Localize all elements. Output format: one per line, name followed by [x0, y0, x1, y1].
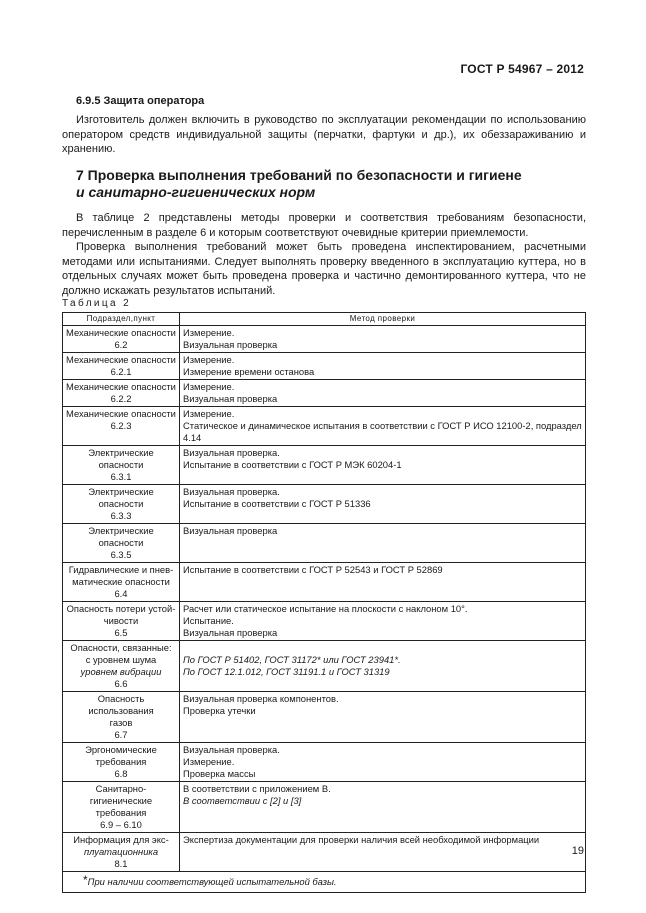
subsection-line: Механические опасности [66, 408, 176, 419]
method-line: Испытание в соответствии с ГОСТ Р 52543 и ГОСТ Р 52869 [183, 564, 443, 575]
method-line [183, 642, 582, 654]
table-row [63, 353, 586, 380]
method-line: Визуальная проверка [183, 627, 278, 638]
method-line: Экспертиза документации для проверки наличия всей необходимой информации [183, 834, 540, 845]
method-line: Визуальная проверка компонентов. [183, 693, 339, 704]
method-line: Испытание в соответствии с ГОСТ Р МЭК 60204-1 [183, 459, 402, 470]
verification-table [62, 312, 586, 893]
subsection-cell [63, 407, 180, 446]
method-cell [180, 407, 586, 446]
section-title-line-2: и санитарно-гигиенических норм [76, 184, 316, 200]
method-line: Расчет или статическое испытание на плоскости с наклоном 10°. [183, 603, 468, 614]
method-line: Измерение. [183, 408, 235, 419]
subsection-cell [63, 524, 180, 563]
table-row [63, 407, 586, 446]
subsection-line: 6.7 [114, 729, 128, 740]
method-line: Визуальная проверка. [183, 447, 280, 458]
method-line: Измерение. [183, 327, 235, 338]
method-line: Измерение. [183, 354, 235, 365]
section-paragraph-2: Проверка выполнения требований может быть проведена инспектированием, расчетными методами или испытаниями. Следует выполнять проверку введенного в эксплуатацию куттера, но в отдельных случаях может быть проведена проверка и частично демонтированного куттера, что не должно искажать результатов испытаний. [62, 241, 586, 297]
method-line: Визуальная проверка. [183, 744, 280, 755]
column-header-subsection: Подраздел,пункт [63, 313, 180, 326]
subsection-cell [63, 326, 180, 353]
subsection-line: 6.9 – 6.10 [100, 819, 142, 830]
subsection-line: Опасность использования [88, 693, 154, 716]
section-title-line-1: 7 Проверка выполнения требований по безопасности и гигиене [76, 167, 522, 183]
subsection-line: Электрические опасности [88, 447, 154, 470]
subsection-line: плуатационника [83, 846, 159, 857]
table-row [63, 380, 586, 407]
subsection-line: 6.3.5 [110, 549, 132, 560]
table-row [63, 641, 586, 692]
table-row [63, 326, 586, 353]
subsection-line: Опасность потери устой- [66, 603, 176, 614]
method-cell [180, 485, 586, 524]
subsection-line: матические опасности [72, 576, 170, 587]
subsection-line: уровнем вибрации [80, 666, 162, 677]
section-title [76, 167, 522, 201]
subsection-line: 6.8 [114, 768, 128, 779]
method-cell [180, 602, 586, 641]
method-cell [180, 563, 586, 602]
method-cell [180, 446, 586, 485]
subsection-line: 6.5 [114, 627, 128, 638]
footnote-text: При наличии соответствующей испытательной базы. [87, 876, 337, 887]
table-row [63, 524, 586, 563]
method-cell [180, 524, 586, 563]
page-number: 19 [571, 845, 584, 857]
method-cell [180, 380, 586, 407]
subsection-line: газов [109, 717, 133, 728]
subsection-paragraph: Изготовитель должен включить в руководство по эксплуатации рекомендации по использованию оператором средств индивидуальной защиты (перчатки, фартуки и др.), их обеззараживанию и хранению. [62, 114, 586, 155]
subsection-line: Опасности, связанные: [70, 642, 172, 653]
subsection-line: Гидравлические и пнев- [68, 564, 174, 575]
subsection-line: 6.2.2 [110, 393, 132, 404]
method-cell [180, 743, 586, 782]
method-line: Визуальная проверка [183, 393, 278, 404]
table-row [63, 833, 586, 872]
subsection-cell [63, 641, 180, 692]
subsection-line: Механические опасности [66, 327, 176, 338]
method-line: Визуальная проверка [183, 339, 278, 350]
table-footnote-row [63, 872, 586, 893]
subsection-cell [63, 743, 180, 782]
method-line: В соответствии с приложением В. [183, 783, 331, 794]
method-line: Визуальная проверка. [183, 486, 280, 497]
method-line: Испытание. [183, 615, 234, 626]
subsection-cell [63, 353, 180, 380]
method-line: Испытание в соответствии с ГОСТ Р 51336 [183, 498, 371, 509]
table-row [63, 563, 586, 602]
subsection-cell [63, 485, 180, 524]
subsection-cell [63, 446, 180, 485]
table-row [63, 602, 586, 641]
subsection-line: с уровнем шума [85, 654, 157, 665]
subsection-cell [63, 380, 180, 407]
table-row [63, 485, 586, 524]
table-header-row [63, 313, 586, 326]
table-row [63, 692, 586, 743]
table-body [63, 326, 586, 872]
subsection-line: 6.3.1 [110, 471, 132, 482]
subsection-heading: 6.9.5 Защита оператора [76, 95, 205, 107]
method-cell [180, 833, 586, 872]
subsection-line: Информация для экс- [73, 834, 169, 845]
column-header-method: Метод проверки [180, 313, 586, 326]
subsection-cell [63, 692, 180, 743]
document-header: ГОСТ Р 54967 – 2012 [460, 62, 584, 76]
method-line: По ГОСТ Р 51402, ГОСТ 31172* или ГОСТ 23941*. [183, 654, 401, 665]
subsection-line: Механические опасности [66, 354, 176, 365]
method-cell [180, 353, 586, 380]
subsection-line: чивости [103, 615, 139, 626]
method-line: Проверка массы [183, 768, 256, 779]
subsection-line: 6.2.3 [110, 420, 132, 431]
subsection-line: 6.6 [114, 678, 128, 689]
subsection-line: 6.2.1 [110, 366, 132, 377]
method-line: Проверка утечки [183, 705, 256, 716]
subsection-cell [63, 833, 180, 872]
method-line: В соответствии с [2] и [3] [183, 795, 302, 806]
subsection-line: требования [95, 756, 147, 767]
subsection-line: Электрические опасности [88, 486, 154, 509]
table-footnote [63, 872, 586, 893]
table-row [63, 446, 586, 485]
subsection-line: Механические опасности [66, 381, 176, 392]
subsection-line: 6.4 [114, 588, 128, 599]
method-cell [180, 326, 586, 353]
method-cell [180, 692, 586, 743]
method-line: Измерение. [183, 756, 235, 767]
subsection-line: 8.1 [114, 858, 128, 869]
subsection-line: 6.3.3 [110, 510, 132, 521]
subsection-cell [63, 782, 180, 833]
section-paragraph-1: В таблице 2 представлены методы проверки и соответствия требованиям безопасности, перечисленным в разделе 6 и которым соответствуют очевидные критерии приемлемости. [62, 212, 586, 239]
method-cell [180, 782, 586, 833]
method-line: Измерение. [183, 381, 235, 392]
table-row [63, 743, 586, 782]
method-line: По ГОСТ 12.1.012, ГОСТ 31191.1 и ГОСТ 31319 [183, 666, 390, 677]
method-line: Визуальная проверка [183, 525, 278, 536]
method-line: Статическое и динамическое испытания в соответствии с ГОСТ Р ИСО 12100-2, подраздел 4.14 [183, 420, 582, 443]
method-cell [180, 641, 586, 692]
subsection-cell [63, 602, 180, 641]
subsection-line: 6.2 [114, 339, 128, 350]
subsection-cell [63, 563, 180, 602]
subsection-line: Санитарно-гигиенические [89, 783, 153, 806]
table-row [63, 782, 586, 833]
table-caption: Таблица 2 [62, 298, 132, 309]
subsection-line: требования [95, 807, 147, 818]
footnote-mark: * [83, 873, 88, 887]
subsection-line: Электрические опасности [88, 525, 154, 548]
subsection-line: Эргономические [85, 744, 157, 755]
method-line: Измерение времени останова [183, 366, 315, 377]
